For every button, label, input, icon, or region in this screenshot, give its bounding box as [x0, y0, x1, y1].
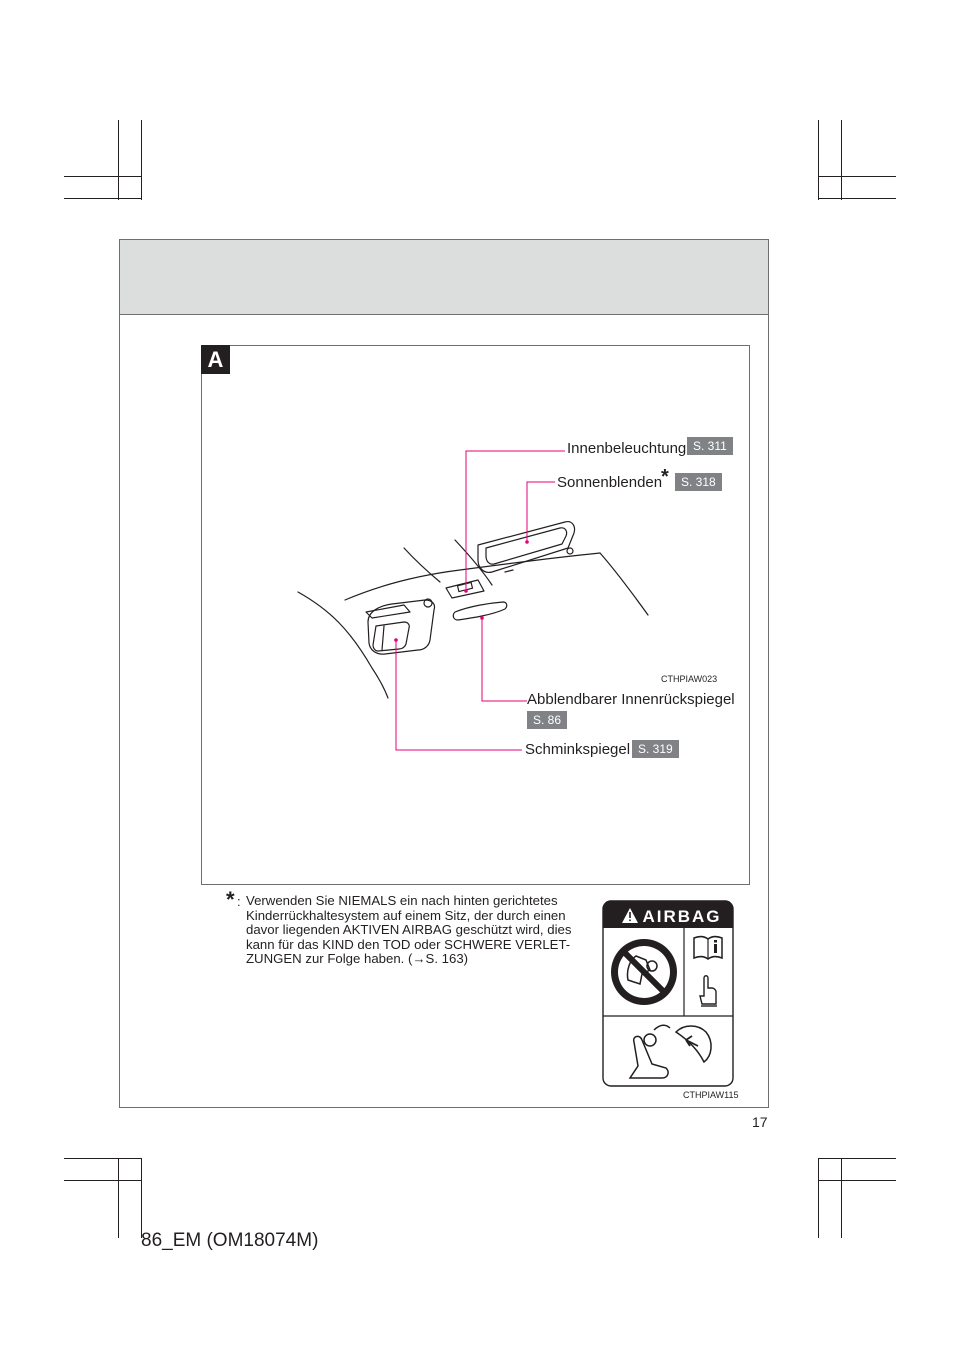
callout-interior-light: Innenbeleuchtung	[567, 440, 687, 457]
airbag-label-title: AIRBAG	[642, 907, 722, 926]
page-ref-sun-visors: S. 318	[675, 473, 722, 491]
page-number: 17	[752, 1114, 768, 1130]
page-ref-interior-light: S. 311	[687, 437, 733, 455]
page-ref-rear-view-mirror: S. 86	[527, 711, 567, 729]
airbag-warning-label	[602, 900, 734, 1088]
panel-letter: A	[201, 345, 230, 374]
callout-rear-view-mirror: Abblendbarer Innenrückspiegel	[527, 691, 735, 708]
figure-code-airbag: CTHPIAW115	[683, 1090, 739, 1100]
figure-code-interior: CTHPIAW023	[661, 674, 718, 684]
page-ref-vanity-mirror: S. 319	[632, 740, 679, 758]
footnote-marker: *	[226, 887, 235, 912]
sun-visors-star: *	[661, 466, 669, 488]
footnote-colon: :	[237, 894, 241, 909]
callout-vanity-mirror: Schminkspiegel	[525, 741, 631, 758]
footnote-text: Verwenden Sie NIEMALS ein nach hinten gerichtetes Kinderrückhaltesystem auf einem Sitz, der durch einen davor liegenden AKTIVEN AIRBAG geschützt wird, dies kann für das KIND den TOD oder SCHWERE VERLET-ZUNGEN zur Folge haben. (→S. 163)	[246, 893, 572, 967]
callout-sun-visors: Sonnenblenden	[557, 474, 663, 491]
footer-document-code: 86_EM (OM18074M)	[141, 1230, 319, 1251]
